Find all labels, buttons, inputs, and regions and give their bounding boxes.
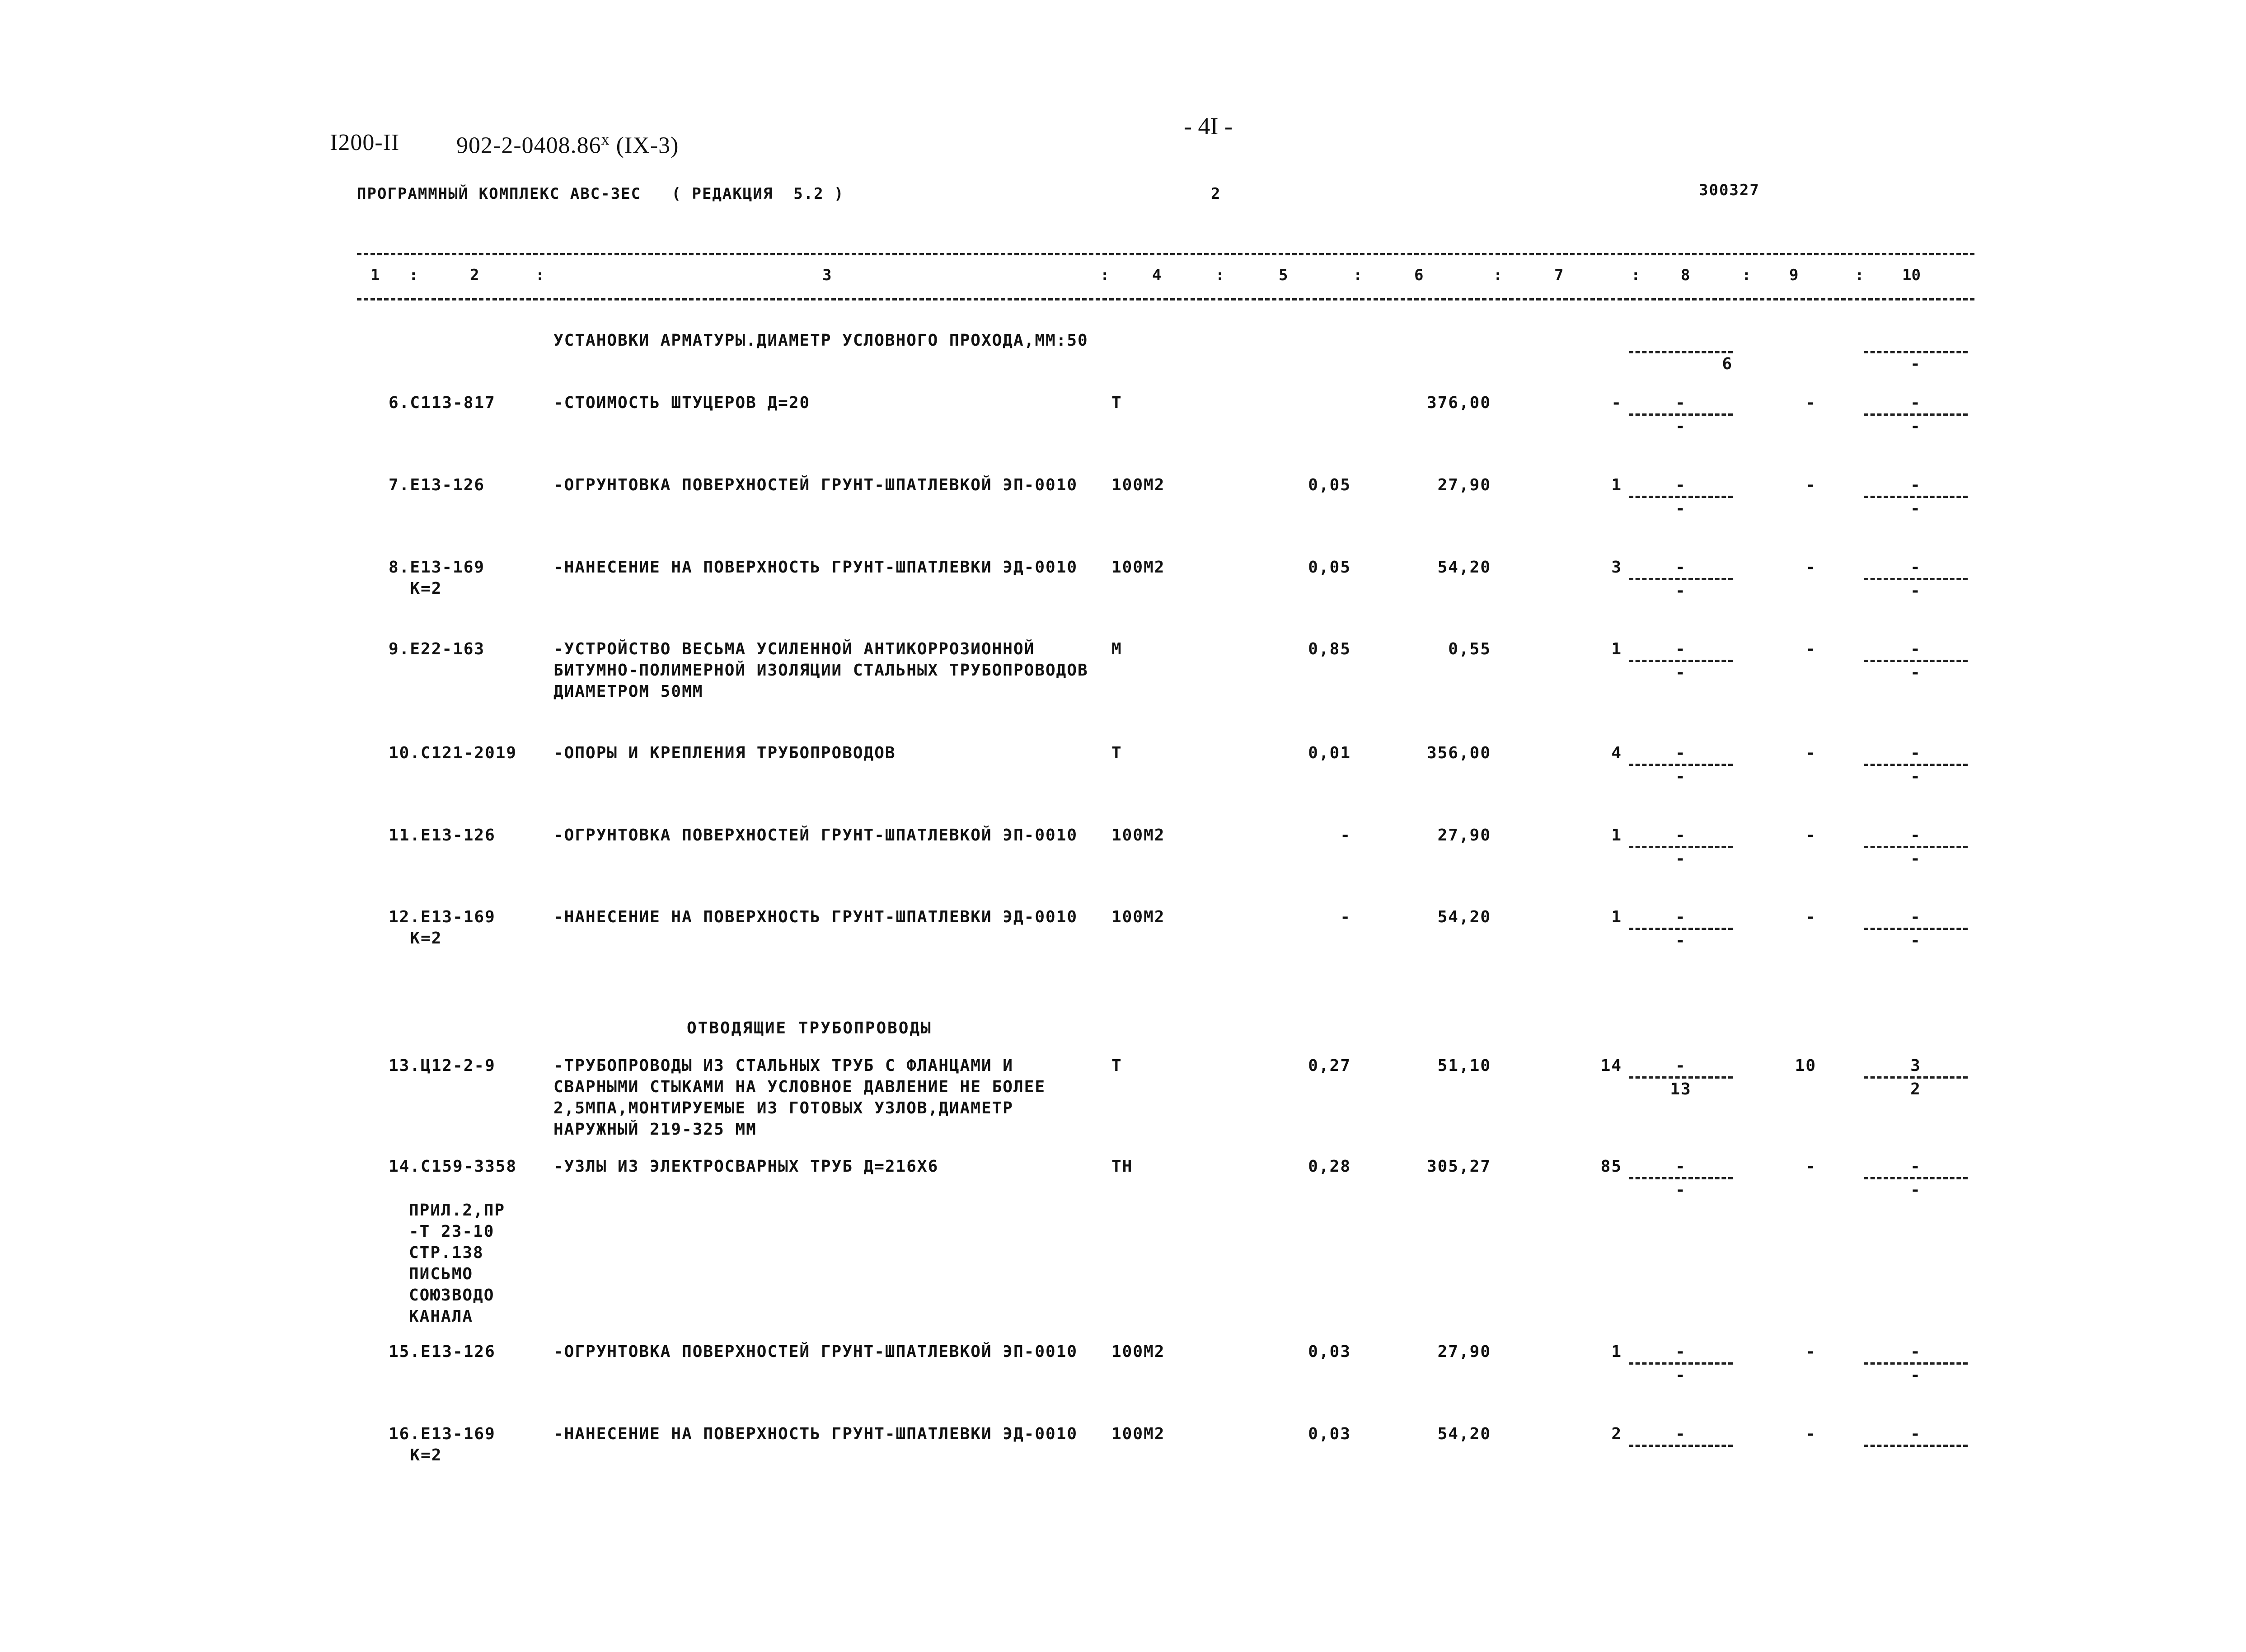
col8-bottom: 13 — [1670, 1080, 1692, 1098]
item-unit: Т — [1111, 1056, 1122, 1075]
col8-top: - — [1675, 744, 1686, 762]
sheet-number: 2 — [1211, 185, 1221, 203]
col7-value: 1 — [1611, 908, 1622, 926]
col10-bottom: - — [1910, 663, 1921, 682]
col10-fraction — [1864, 638, 1968, 683]
item-code: 12.Е13-169 К=2 — [389, 908, 496, 948]
col8-bottom: - — [1675, 499, 1686, 518]
item-name: -СТОИМОСТЬ ШТУЦЕРОВ Д=20 — [553, 394, 811, 412]
item-unit-price: 0,55 — [1448, 640, 1491, 658]
col9-value: - — [1805, 908, 1816, 926]
item-name: -ТРУБОПРОВОДЫ ИЗ СТАЛЬНЫХ ТРУБ С ФЛАНЦАМИ И СВАРНЫМИ СТЫКАМИ НА УСЛОВНОЕ ДАВЛЕНИЕ НЕ БОЛЕЕ 2,5МПА,МОНТИРУЕМЫЕ ИЗ ГОТОВЫХ УЗЛОВ,ДИАМЕТР НАРУЖНЫЙ 219-325 ММ — [553, 1056, 1046, 1139]
col8-top: - — [1675, 558, 1686, 577]
col10-bottom: 2 — [1910, 1080, 1921, 1098]
series-mark: x — [601, 130, 610, 148]
col-num-3: 3 — [822, 266, 832, 284]
col-num-8: 8 — [1681, 266, 1690, 284]
col8-fraction — [1629, 1055, 1733, 1100]
col10-top: - — [1910, 744, 1921, 762]
item-code: 14.С159-3358 — [389, 1157, 517, 1176]
row-14-note: ПРИЛ.2,ПР -Т 23-10 СТР.138 ПИСЬМО СОЮЗВОДО КАНАЛА — [409, 1201, 506, 1326]
item-name: -ОПОРЫ И КРЕПЛЕНИЯ ТРУБОПРОВОДОВ — [553, 744, 896, 762]
col7-value: 85 — [1600, 1157, 1622, 1176]
col10-top: - — [1910, 1425, 1921, 1443]
item-unit-price: 54,20 — [1437, 1425, 1491, 1443]
col8-fraction — [1629, 1156, 1733, 1201]
col8-bottom: - — [1675, 663, 1686, 682]
table-row — [0, 1341, 2246, 1384]
col8-bottom: - — [1675, 582, 1686, 600]
item-code: 16.Е13-169 К=2 — [389, 1425, 496, 1464]
item-unit-price: 305,27 — [1426, 1157, 1491, 1176]
col10-top: - — [1910, 394, 1921, 412]
series-code: 902-2-0408.86 — [456, 132, 601, 159]
col10-fraction — [1864, 1341, 1968, 1386]
col-num-7: 7 — [1554, 266, 1564, 284]
item-quantity: 0,03 — [1308, 1342, 1351, 1361]
series-variant: (IX-3) — [616, 132, 679, 159]
item-code: 11.Е13-126 — [389, 826, 496, 845]
col-sep: : — [535, 266, 545, 284]
doc-code: I200-II — [330, 130, 400, 155]
item-unit: 100М2 — [1111, 1425, 1165, 1443]
col8-fraction — [1629, 1341, 1733, 1386]
col8-top: - — [1675, 476, 1686, 494]
col8-top: - — [1675, 640, 1686, 658]
col8-bottom: 6 — [1722, 355, 1733, 373]
col10-fraction — [1864, 906, 1968, 951]
item-name: УСТАНОВКИ АРМАТУРЫ.ДИАМЕТР УСЛОВНОГО ПРОХОДА,ММ:50 — [553, 331, 1088, 350]
item-code: 9.Е22-163 — [389, 640, 485, 658]
item-unit-price: 27,90 — [1437, 826, 1491, 845]
col-sep: : — [1493, 266, 1503, 284]
col-num-10: 10 — [1902, 266, 1921, 284]
item-code: 7.Е13-126 — [389, 476, 485, 494]
item-name: -НАНЕСЕНИЕ НА ПОВЕРХНОСТЬ ГРУНТ-ШПАТЛЕВКИ ЭД-0010 — [553, 1425, 1078, 1443]
col10-bottom: - — [1910, 931, 1921, 950]
item-name: -УСТРОЙСТВО ВЕСЬМА УСИЛЕННОЙ АНТИКОРРОЗИОННОЙ БИТУМНО-ПОЛИМЕРНОЙ ИЗОЛЯЦИИ СТАЛЬНЫХ ТРУБОПРОВОДОВ ДИАМЕТРОМ 50ММ — [553, 640, 1088, 701]
item-code: 8.Е13-169 К=2 — [389, 558, 485, 598]
col7-value: 14 — [1600, 1056, 1622, 1075]
item-quantity: 0,05 — [1308, 558, 1351, 577]
col8-bottom: - — [1675, 931, 1686, 950]
col7-value: 1 — [1611, 826, 1622, 845]
table-row — [0, 392, 2246, 436]
col8-bottom: - — [1675, 1366, 1686, 1384]
col9-value: - — [1805, 394, 1816, 412]
col-num-4: 4 — [1152, 266, 1162, 284]
col8-fraction — [1629, 638, 1733, 683]
col8-top: - — [1675, 1425, 1686, 1443]
series-number — [456, 131, 679, 157]
col10-top: - — [1910, 1342, 1921, 1361]
col10-top — [1864, 330, 1968, 351]
item-unit-price: 27,90 — [1437, 1342, 1491, 1361]
item-name: -УЗЛЫ ИЗ ЭЛЕКТРОСВАРНЫХ ТРУБ Д=216Х6 — [553, 1157, 939, 1176]
col10-top: - — [1910, 826, 1921, 845]
col8-fraction — [1629, 906, 1733, 951]
table-row — [0, 742, 2246, 786]
col10-fraction — [1864, 1156, 1968, 1201]
col10-fraction — [1864, 557, 1968, 601]
item-unit: ТН — [1111, 1157, 1133, 1176]
program-title: ПРОГРАММНЫЙ КОМПЛЕКС АВС-3ЕС ( РЕДАКЦИЯ 5.2 ) — [357, 185, 844, 203]
col-sep: : — [1855, 266, 1864, 284]
col10-bottom: - — [1910, 849, 1921, 868]
item-unit: 100М2 — [1111, 1342, 1165, 1361]
table-row — [0, 1423, 2246, 1464]
table-row — [0, 1055, 2246, 1139]
item-unit: Т — [1111, 394, 1122, 412]
header-rule-top — [357, 253, 1974, 255]
col9-value: - — [1805, 1425, 1816, 1443]
item-unit: 100М2 — [1111, 558, 1165, 577]
col10-fraction — [1864, 474, 1968, 519]
col8-top: - — [1675, 1157, 1686, 1176]
col7-value: 1 — [1611, 640, 1622, 658]
col7-value: 3 — [1611, 558, 1622, 577]
col7-value: 2 — [1611, 1425, 1622, 1443]
col-num-6: 6 — [1414, 266, 1424, 284]
col8-top: - — [1675, 1342, 1686, 1361]
col8-fraction — [1629, 474, 1733, 519]
item-quantity: - — [1340, 826, 1351, 845]
item-unit: 100М2 — [1111, 476, 1165, 494]
col8-fraction — [1629, 742, 1733, 787]
col-sep: : — [1100, 266, 1110, 284]
col7-value: 4 — [1611, 744, 1622, 762]
col10-top: - — [1910, 908, 1921, 926]
item-quantity: 0,03 — [1308, 1425, 1351, 1443]
col8-fraction — [1629, 330, 1733, 375]
item-quantity: - — [1340, 908, 1351, 926]
item-unit-price: 376,00 — [1426, 394, 1491, 412]
col7-value: 1 — [1611, 1342, 1622, 1361]
col10-fraction — [1864, 1423, 1968, 1468]
col10-fraction — [1864, 330, 1968, 375]
col8-top — [1629, 330, 1733, 351]
col7-value: - — [1611, 394, 1622, 412]
item-name: -НАНЕСЕНИЕ НА ПОВЕРХНОСТЬ ГРУНТ-ШПАТЛЕВКИ ЭД-0010 — [553, 908, 1078, 926]
col8-bottom: - — [1675, 849, 1686, 868]
item-unit-price: 54,20 — [1437, 558, 1491, 577]
item-code: 15.Е13-126 — [389, 1342, 496, 1361]
col9-value: - — [1805, 1157, 1816, 1176]
col-num-9: 9 — [1789, 266, 1799, 284]
col8-bottom: - — [1675, 1181, 1686, 1199]
col9-value: - — [1805, 1342, 1816, 1361]
table-row — [0, 906, 2246, 950]
col10-fraction — [1864, 825, 1968, 869]
table-row — [0, 638, 2246, 701]
col10-top: 3 — [1910, 1056, 1921, 1075]
item-unit-price: 356,00 — [1426, 744, 1491, 762]
col10-top: - — [1910, 640, 1921, 658]
section-title: ОТВОДЯЩИЕ ТРУБОПРОВОДЫ — [687, 1019, 932, 1037]
col8-top: - — [1675, 908, 1686, 926]
table-row — [0, 474, 2246, 518]
item-name: -НАНЕСЕНИЕ НА ПОВЕРХНОСТЬ ГРУНТ-ШПАТЛЕВКИ ЭД-0010 — [553, 558, 1078, 577]
col9-value: - — [1805, 558, 1816, 577]
item-code: 13.Ц12-2-9 — [389, 1056, 496, 1075]
col-num-1: 1 — [370, 266, 380, 284]
col8-bottom: - — [1675, 767, 1686, 786]
col8-fraction — [1629, 825, 1733, 869]
col-sep: : — [1631, 266, 1641, 284]
col8-fraction — [1629, 1423, 1733, 1468]
col10-bottom: - — [1910, 1181, 1921, 1199]
col10-bottom: - — [1910, 582, 1921, 600]
col-sep: : — [1353, 266, 1363, 284]
col-sep: : — [409, 266, 418, 284]
col10-top: - — [1910, 558, 1921, 577]
item-name: -ОГРУНТОВКА ПОВЕРХНОСТЕЙ ГРУНТ-ШПАТЛЕВКОЙ ЭП-0010 — [553, 1342, 1078, 1361]
col10-fraction — [1864, 742, 1968, 787]
col10-top: - — [1910, 476, 1921, 494]
col8-top: - — [1675, 394, 1686, 412]
col10-bottom: - — [1910, 499, 1921, 518]
document-code: 300327 — [1699, 181, 1760, 199]
col8-top: - — [1675, 826, 1686, 845]
item-code: 6.С113-817 — [389, 394, 496, 412]
col9-value: - — [1805, 476, 1816, 494]
item-quantity: 0,05 — [1308, 476, 1351, 494]
col8-fraction — [1629, 392, 1733, 437]
col8-top: - — [1675, 1056, 1686, 1075]
item-quantity: 0,01 — [1308, 744, 1351, 762]
col10-fraction — [1864, 392, 1968, 437]
item-unit: 100М2 — [1111, 826, 1165, 845]
col9-value: - — [1805, 744, 1816, 762]
col8-bottom: - — [1675, 417, 1686, 436]
col10-bottom: - — [1910, 355, 1921, 373]
col-sep: : — [1215, 266, 1225, 284]
item-name: -ОГРУНТОВКА ПОВЕРХНОСТЕЙ ГРУНТ-ШПАТЛЕВКОЙ ЭП-0010 — [553, 826, 1078, 845]
col10-bottom: - — [1910, 417, 1921, 436]
item-name: -ОГРУНТОВКА ПОВЕРХНОСТЕЙ ГРУНТ-ШПАТЛЕВКОЙ ЭП-0010 — [553, 476, 1078, 494]
item-quantity: 0,85 — [1308, 640, 1351, 658]
col10-top: - — [1910, 1157, 1921, 1176]
col-num-2: 2 — [470, 266, 479, 284]
col8-bottom — [1629, 1447, 1733, 1468]
item-unit-price: 27,90 — [1437, 476, 1491, 494]
col10-bottom: - — [1910, 767, 1921, 786]
item-unit: Т — [1111, 744, 1122, 762]
col7-value: 1 — [1611, 476, 1622, 494]
item-unit-price: 51,10 — [1437, 1056, 1491, 1075]
col9-value: - — [1805, 826, 1816, 845]
col8-fraction — [1629, 557, 1733, 601]
header-rule-bottom — [357, 298, 1974, 300]
col10-fraction — [1864, 1055, 1968, 1100]
col-sep: : — [1742, 266, 1751, 284]
item-quantity: 0,27 — [1308, 1056, 1351, 1075]
item-unit: М — [1111, 640, 1122, 658]
col-num-5: 5 — [1279, 266, 1288, 284]
col10-bottom: - — [1910, 1366, 1921, 1384]
item-quantity: 0,28 — [1308, 1157, 1351, 1176]
col9-value: 10 — [1795, 1056, 1816, 1075]
item-unit-price: 54,20 — [1437, 908, 1491, 926]
item-code: 10.С121-2019 — [389, 744, 517, 762]
col10-bottom — [1864, 1447, 1968, 1468]
item-unit: 100М2 — [1111, 908, 1165, 926]
col9-value: - — [1805, 640, 1816, 658]
page-number: - 4I - — [1184, 113, 1233, 140]
